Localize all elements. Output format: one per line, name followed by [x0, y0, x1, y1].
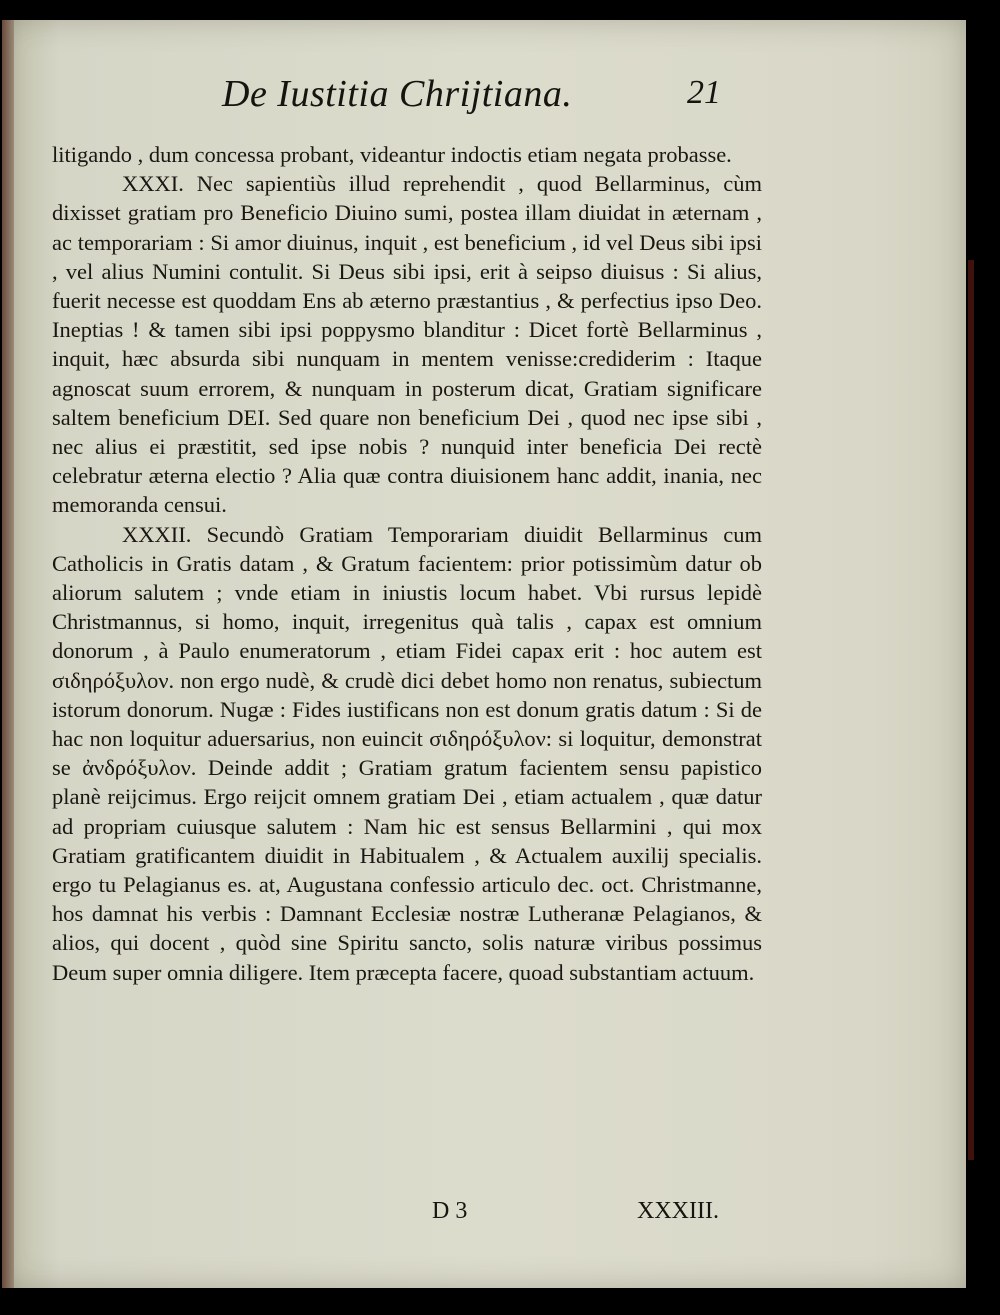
page-number: 21	[687, 74, 721, 111]
page-header	[2, 72, 966, 122]
running-title: De Iustitia Chrijtiana.	[222, 73, 573, 115]
page-edge	[968, 260, 974, 1160]
book-page	[2, 20, 966, 1288]
paragraph-continuation: litigando , dum concessa probant, videantur indoctis etiam negata probasse.	[52, 142, 732, 167]
catchword: XXXIII.	[637, 1198, 719, 1224]
page-footer	[2, 1198, 966, 1230]
page-gutter	[2, 20, 14, 1288]
paragraph-xxxi: XXXI. Nec sapientiùs illud reprehendit , quod Bellarminus, cùm dixisset gratiam pro Beneficio Diuino sumi, postea illam diuidat in æternam , ac temporariam : Si amor diuinus, inquit , est beneficium , id vel Deus sibi ipsi , vel alius Numini contulit. Si Deus sibi ipsi, erit à seipso diuisus : Si alius, fuerit necesse est quoddam Ens ab æterno præstantius , & perfectius ipso Deo. Ineptias ! & tamen sibi ipsi poppysmo blanditur : Dicet fortè Bellarminus , inquit, hæc absurda sibi nunquam in mentem venisse:crediderim : Itaque agnoscat suum errorem, & nunquam in posterum dicat, Gratiam significare saltem beneficium DEI. Sed quare non beneficium Dei , quod nec ipse sibi , nec alius ei præstitit, sed ipse nobis ? nunquid inter beneficia Dei rectè celebratur æterna electio ? Alia quæ contra diuisionem hanc addit, inania, nec memoranda censui.	[52, 171, 762, 518]
body-text	[52, 140, 762, 987]
paragraph-xxxii: XXXII. Secundò Gratiam Temporariam diuidit Bellarminus cum Catholicis in Gratis datam , & Gratum facientem: prior potissimùm datur ob aliorum salutem ; vnde etiam in iniustis locum habet. Vbi rursus lepidè Christmannus, si homo, inquit, irregenitus quà talis , capax est omnium donorum , à Paulo enumeratorum , etiam Fidei capax erit : hoc autem est σιδηρόξυλον. non ergo nudè, & crudè dici debet homo non renatus, subiectum istorum donorum. Nugæ : Fides iustificans non est donum gratis datum : Si de hac non loquitur aduersarius, non euincit σιδηρόξυλον: si loquitur, demonstrat se ἀνδρόξυλον. Deinde addit ; Gratiam gratum facientem sensu papistico planè reijcimus. Ergo reijcit omnem gratiam Dei , etiam actualem , quæ datur ad propriam cuiusque salutem : Nam hic est sensus Bellarmini , qui mox Gratiam gratificantem diuidit in Habitualem , & Actualem auxilij specialis. ergo tu Pelagianus es. at, Augustana confessio articulo dec. oct. Christmanne, hos damnat his verbis : Damnant Ecclesiæ nostræ Lutheranæ Pelagianos, & alios, qui docent , quòd sine Spiritu sancto, solis naturæ viribus possimus Deum super omnia diligere. Item præcepta facere, quoad substantiam actuum.	[52, 521, 762, 985]
signature-mark: D 3	[432, 1198, 468, 1224]
